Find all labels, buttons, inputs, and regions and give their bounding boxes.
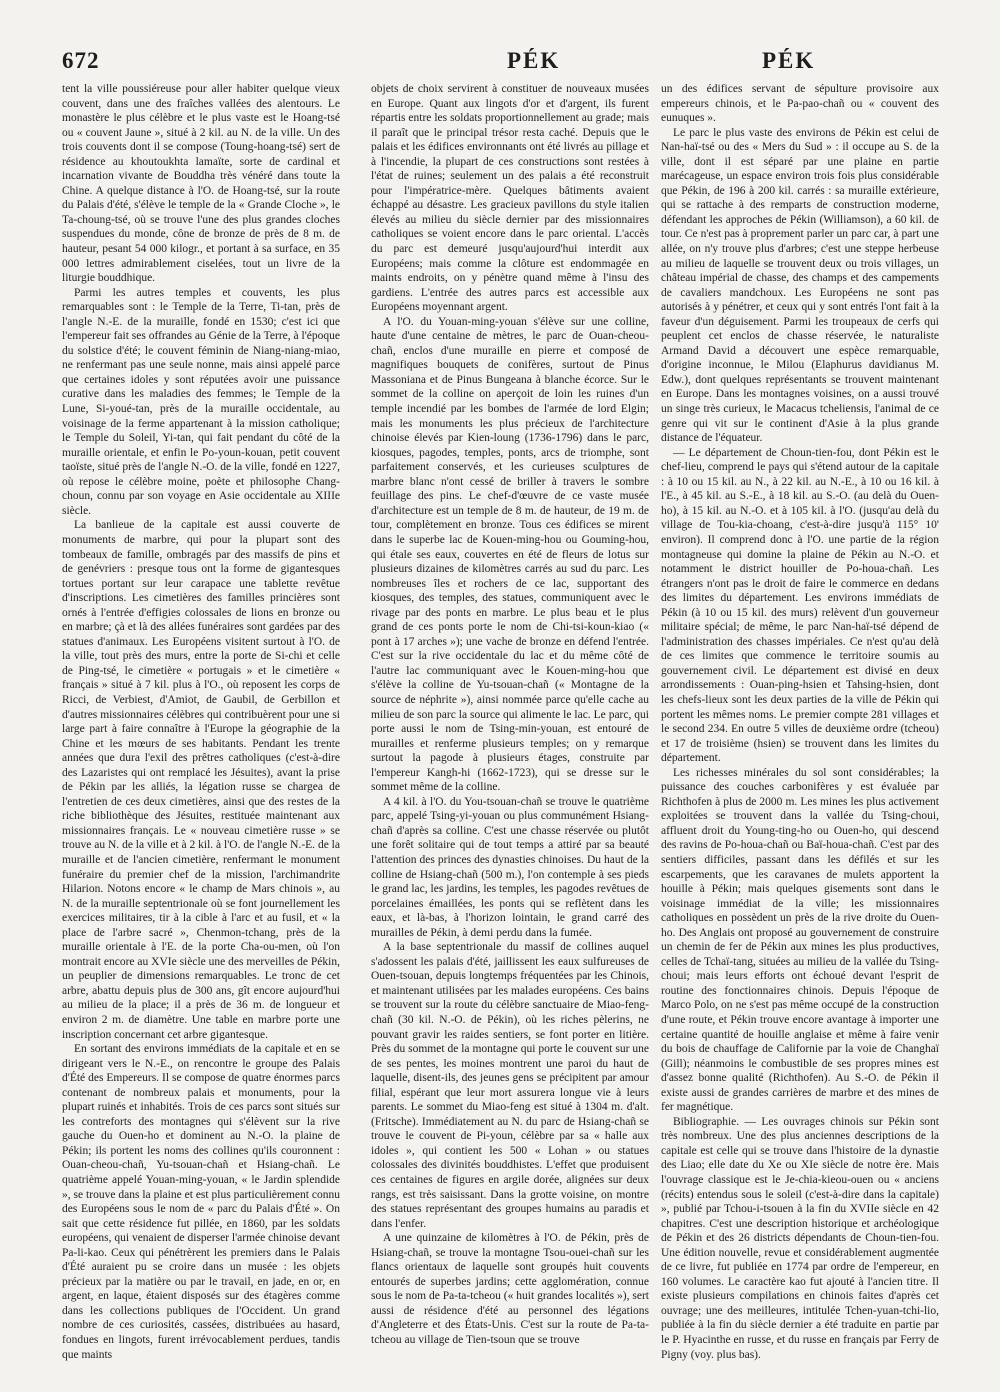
paragraph: un des édifices servant de sépulture provisoire aux empereurs chinois, et le Pa-pao-chañ ou « couvent des eunuques ».: [661, 83, 939, 125]
paragraph: La banlieue de la capitale est aussi couverte de monuments de marbre, qui pour la plupart sont des tombeaux de famille, ombragés par des massifs de pins et de genévriers : presque tous ont la forme de gigantesques tortues portant sur leur carapace une tablette revêtue d'inscriptions. Les cimetières des familles princières sont ornés à l'entrée d'effigies colossales de lions en bronze ou en marbre; çà et là des allées funéraires sont gardées par des statues d'animaux. Les Européens visitent surtout à l'O. de la ville, tout près des murs, entre la porte de Si-chi et celle de Ping-tsé, le cimetière « portugais » et le cimetière « français » situé à 7 kil. plus à l'O., où reposent les corps de Ricci, de Verbiest, d'Amiot, de Gaubil, de Gerbillon et d'autres missionnaires célèbres qui contribuèrent pour une si large part à faire connaître à l'Europe la géographie de la Chine et les mœurs de ses habitants. Pendant les trente années que dura l'exil des prêtres catholiques (c'est-à-dire des Lazaristes qui ont remplacé les Jésuites), avant la prise de Pékin par les alliés, la légation russe se chargea de l'entretien de ces deux cimetières, ainsi que des restes de la riche bibliothèque des Jésuites, restituée maintenant aux missionnaires français. Le « nouveau cimetière russe » se trouve au N. de la ville et à 2 kil. à l'O. de l'angle N.-E. de la muraille et de l'ancien cimetière, renfermant le monument funéraire du premier chef de la mission, l'archimandrite Hilarion. Notons encore « le champ de Mars chinois », au N. de la muraille septentrionale où se font journellement les exercices militaires, tir à la cible à l'arc et au fusil, et « la place de l'arbre sacré », Chenmon-tchang, près de la muraille orientale à l'E. de la porte Cha-ou-men, où l'on montrait encore au XVIe siècle une des merveilles de Pékin, un peuplier de dimensions remarquables. Le tronc de cet arbre, abattu depuis plus de 300 ans, gît encore aujourd'hui au milieu de la place; il a près de 36 m. de longueur et environ 2 m. de diamètre. Une table en marbre porte une inscription concernant cet arbre gigantesque.: [62, 519, 340, 1041]
paragraph: A la base septentrionale du massif de collines auquel s'adossent les palais d'été, jaillissent les eaux sulfureuses de Ouen-tsouan, depuis longtemps fréquentées par les Chinois, et maintenant utilisées par les malades européens. Ces bains se trouvent sur la route du célèbre sanctuaire de Miao-feng-chañ (30 kil. N.-O. de Pékin), où les riches pèlerins, ne pouvant gravir les raides sentiers, se font porter en litière. Près du sommet de la montagne qui porte le couvent sur une de ses pentes, les moines montrent une paroi du haut de laquelle, disent-ils, des jeunes gens se précipitent par amour filial, espérant que leur mort assurera longue vie à leurs parents. Le sommet du Miao-feng est situé à 1304 m. d'alt. (Fritsche). Immédiatement au N. du parc de Hsiang-chañ se trouve le couvent de Pi-youn, célèbre par sa « halle aux idoles », qui contient les 500 « Lohan » ou statues colossales des divinités bouddhistes. L'effet que produisent ces centaines de figures en argile dorée, alignées sur deux rangs, est très saisissant. Dans la grotte voisine, on montre des statues représentant des groupes humains au paradis et dans l'enfer.: [371, 941, 649, 1230]
paragraph: Les richesses minérales du sol sont considérables; la puissance des couches carbonifères y est évaluée par Richthofen à plus de 2000 m. Les mines les plus activement exploitées se trouvent dans la vallée du Tsing-choui, affluent droit du Young-ting-ho ou Ouen-ho, qui descend des ravins de Po-houa-chañ ou Baï-houa-chañ. C'est par des sentiers difficiles, passant dans les défilés et sur les escarpements, que les caravanes de mulets apportent la houille à Pékin; mais quelques gisements sont dans le voisinage immédiat de la ville; les missionnaires catholiques en possèdent un près de la rive droite du Ouen-ho. Des Anglais ont proposé au gouvernement de construire un chemin de fer de Pékin aux mines les plus productives, celles de Tchaï-tang, situées au milieu de la vallée du Tsing-choui; mais leurs efforts ont échoué devant l'esprit de routine des fonctionnaires chinois. Depuis l'époque de Marco Polo, on ne s'est pas même occupé de la construction d'une route, et Pékin trouve encore avantage à importer une certaine quantité de houille anglaise et même à faire venir du bois de chauffage de Californie par la voie de Changhaï (Gill); néanmoins le combustible de ses propres mines est d'assez bonne qualité (Richthofen). Au S.-O. de Pékin il existe aussi de grandes carrières de marbre et des mines de fer magnétique.: [661, 766, 939, 1114]
paragraph: — Le département de Choun-tien-fou, dont Pékin est le chef-lieu, comprend le pays qui s'étend autour de la capitale : à 10 ou 15 kil. au N., à 22 kil. au N.-E., à 10 ou 16 kil. à l'E., à 45 kil. au S.-E., à 18 kil. au S.-O. (au delà du Ouen-ho), à 15 kil. au N.-O. et à 105 kil. à l'O. (jusqu'au delà du village de Tou-kia-choang, c'est-à-dire jusqu'à 115° 10' environ). Il comprend donc à l'O. une partie de la région montagneuse qui domine la plaine de Pékin au N.-O. et notamment le district houiller de Po-houa-chañ. Les étrangers n'ont pas le droit de faire le commerce en dedans des limites du département. Les environs immédiats de Pékin (à 10 ou 15 kil. des murs) relèvent d'un gouverneur militaire spécial; de même, le parc Nan-haï-tsé dépend de l'administration des chasses impériales. Ce n'est qu'au delà de ces limites que commence le territoire soumis au gouvernement civil. Le département est divisé en deux arrondissements : Ouan-ping-hsien et Tahsing-hsien, dont les chefs-lieux sont les deux parties de la ville de Pékin qui portent les mêmes noms. Le premier compte 281 villages et le second 234. En outre 5 villes de deuxième ordre (tcheou) et 17 de troisième (hsien) se trouvent dans les limites du département.: [661, 446, 939, 765]
paragraph: Le parc le plus vaste des environs de Pékin est celui de Nan-haï-tsé ou des « Mers du Sud » : il occupe au S. de la ville, dont il est séparé par une plaine en partie marécageuse, un espace environ trois fois plus considérable que Pékin, de 196 à 200 kil. carrés : sa muraille extérieure, qui se rattache à des remparts de construction moderne, défendant les approches de Pékin (Williamson), a 60 kil. de tour. Ce n'est pas à proprement parler un parc car, à part une allée, on n'y trouve plus d'arbres; c'est une steppe herbeuse au milieu de laquelle se trouvent deux ou trois villages, un château impérial de chasse, des champs et des campements de cavaliers mandchoux. Les Européens ne sont pas autorisés à y pénétrer, et ceux qui y sont entrés l'ont fait à la faveur d'un déguisement. Parmi les troupeaux de cerfs qui peuplent cet enclos de chasse réservée, le naturaliste Armand David a découvert une espèce remarquable, d'origine inconnue, le Milou (Elaphurus davidianus M. Edw.), dont quelques représentants se trouvent maintenant en Europe. Dans les montagnes voisines, on a aussi trouvé un singe très curieux, le Macacus tcheliensis, l'animal de ce genre qui vit sur le continent d'Asie à la plus grande distance de l'équateur.: [661, 126, 939, 445]
page-number: 672: [62, 48, 100, 73]
running-headword-center: PÉK: [507, 48, 561, 73]
paragraph: Bibliographie. — Les ouvrages chinois sur Pékin sont très nombreux. Une des plus anciennes descriptions de la capitale est celle qui se trouve dans l'histoire de la dynastie des Liao; elle date du Xe ou XIe siècle de notre ère. Mais l'ouvrage classique est le Je-chia-kieou-ouen ou « anciens (récits) entendus sous le soleil (c'est-à-dire dans la capitale) », publié par Tchou-i-tsouen à la fin du XVIIe siècle en 42 chapitres. C'est une description historique et archéologique de Pékin et des 26 districts dépendants de Choun-tien-fou. Une édition nouvelle, revue et considérablement augmentée de ce livre, fut publiée en 1774 par ordre de l'empereur, en 160 volumes. Le caractère kao fut ajouté à l'ancien titre. Il existe plusieurs compilations en chinois faites d'après cet ouvrage; une des meilleures, intitulée Tchen-yuan-tchi-lio, publiée à la fin du siècle dernier a été traduite en partie par le P. Hyacinthe en russe, et du russe en français par Ferry de Pigny (voy. plus bas).: [661, 1115, 939, 1361]
text-column-left: [62, 82, 340, 1362]
paragraph: Parmi les autres temples et couvents, les plus remarquables sont : le Temple de la Terre, Ti-tan, près de l'angle N.-E. de la muraille, fondé en 1530; c'est ici que l'empereur fait ses offrandes au Génie de la Terre, à l'époque du solstice d'été; le couvent féminin de Niang-niang-miao, ne renfermant pas une seule nonne, mais ainsi appelé parce que certaines idoles y sont réputées avoir une puissance curative dans les maladies des femmes; le Temple de la Lune, Si-youé-tan, près de la muraille occidentale, au voisinage de la ferme appartenant à la mission catholique; le Temple du Soleil, Yi-tan, qui fait pendant du côté de la muraille orientale, et enfin le Po-youn-kouan, petit couvent taoïste, situé près de l'angle N.-O. de la ville, fondé en 1227, où repose le célèbre moine, poète et philosophe Chang-choun, connu par son voyage en Asie occidentale au XIIIe siècle.: [62, 286, 340, 517]
paragraph: En sortant des environs immédiats de la capitale et en se dirigeant vers le N.-E., on rencontre le groupe des Palais d'Été des Empereurs. Il se compose de quatre énormes parcs contenant de nombreux palais et monuments, pour la plupart ruinés et inhabités. Trois de ces parcs sont situés sur les contreforts des montagnes qui s'élèvent sur la rive gauche du Ouen-ho et dominent au N.-O. la plaine de Pékin; ils portent les noms des collines qu'ils couronnent : Ouan-cheou-chañ, Yu-tsouan-chañ et Hsiang-chañ. Le quatrième appelé Youan-ming-youan, « le Jardin splendide », se trouve dans la plaine et est plus particulièrement connu des Européens sous le nom de « parc du Palais d'Été ». On sait que cette résidence fut pillée, en 1860, par les soldats européens, qui venaient de disperser l'armée chinoise devant Pa-li-kao. Ceux qui pénétrèrent les premiers dans le Palais d'Été auraient pu se croire dans un musée : les objets précieux par la matière ou par le travail, en jade, en or, en argent, en laque, étaient disposés sur des étagères comme dans les collections publiques de l'Occident. Un grand nombre de ces curiosités, cassées, distribuées au hasard, fondues en lingots, furent irrévocablement perdues, tandis que maints: [62, 1043, 340, 1361]
paragraph: objets de choix servirent à constituer de nouveaux musées en Europe. Quant aux lingots d'or et d'argent, ils furent répartis entre les soldats proportionnellement au grade; mais il paraît que le principal trésor resta caché. Depuis que le palais et les édifices environnants ont été livrés au pillage et à l'incendie, la plupart de ces constructions sont restées à l'état de ruines; seulement un des palais a été reconstruit pour l'impératrice-mère. Quelques bâtiments avaient échappé au désastre. Les gracieux pavillons du style italien élevés au milieu du siècle dernier par des missionnaires catholiques se voient encore dans le parc oriental. L'accès du parc est demeuré jusqu'aujourd'hui interdit aux Européens; mais comme la clôture est endommagée en maints endroits, on y pénètre quand même à l'insu des gardiens. L'entrée des autres parcs est accessible aux Européens moyennant argent.: [371, 83, 649, 314]
paragraph: A 4 kil. à l'O. du You-tsouan-chañ se trouve le quatrième parc, appelé Tsing-yi-youan ou plus communément Hsiang-chañ d'après sa colline. C'est une chasse réservée ou plutôt une forêt solitaire qui de tout temps a attiré par sa beauté l'attention des princes des dynasties chinoises. Du haut de la colline de Hsiang-chañ (500 m.), l'on contemple à ses pieds le grand lac, les jardins, les temples, les pagodes revêtues de porcelaines émaillées, les ponts qui se reflètent dans les eaux, et là-bas, à l'horizon lointain, le grand carré des murailles de Pékin, à demi perdu dans la fumée.: [371, 795, 649, 939]
paragraph: tent la ville poussiéreuse pour aller habiter quelque vieux couvent, dans une des fraîches vallées des alentours. Le monastère le plus célèbre et le plus vaste est le Hoang-tsé ou « couvent Jaune », situé à 2 kil. au N. de la ville. Un des trois couvents dont il se compose (Toung-hoang-tsé) sert de résidence au khoutoukhta lamaïte, sorte de cardinal et incarnation vivante de Bouddha très vénéré dans toute la Chine. A quelque distance à l'O. de Hoang-tsé, sur la route du Palais d'été, s'élève le temple de la « Grande Cloche », le Ta-choung-tsé, où se trouve l'une des plus grandes cloches suspendues du monde, cône de bronze de près de 8 m. de hauteur, pesant 54 000 kilogr., et portant à sa surface, en 35 000 lettres admirablement ciselées, tout un livre de la liturgie bouddhique.: [62, 83, 340, 285]
running-headword-right: PÉK: [762, 48, 816, 73]
paragraph: A l'O. du Youan-ming-youan s'élève sur une colline, haute d'une centaine de mètres, le parc de Ouan-cheou-chañ, enclos d'une muraille en pierre et composé de magnifiques bouquets de conifères, surtout de Pinus Massoniana et de Pinus Bungeana à blanche écorce. Sur le sommet de la colline on aperçoit de loin les ruines d'un temple incendié par les bombes de l'armée de lord Elgin; mais les monuments les plus précieux de l'architecture chinoise élevés par Kien-loung (1736-1796) dans le parc, kiosques, pagodes, temples, ponts, arcs de triomphe, sont parfaitement conservés, et les curieuses sculptures de marbre blanc n'ont cessé de briller à travers le sombre feuillage des pins. Le chef-d'œuvre de ce vaste musée d'architecture est un temple de 8 m. de hauteur, de 19 m. de tour, complètement en bronze. Tous ces édifices se mirent dans le superbe lac de Kouen-ming-hou ou Gouming-hou, qui étale ses eaux, couvertes en été de fleurs de lotus sur plusieurs dizaines de kilomètres carrés au sud du parc. Les nombreuses îles et rochers de ce lac, supportant des kiosques, des temples, des statues, communiquent avec le rivage par des ponts en marbre. Le plus beau et le plus grand de ces ponts porte le nom de Chi-tsi-koun-kiao (« pont à 17 arches »); une vache de bronze en défend l'entrée. C'est sur la rive occidentale du lac et du même côté de l'autre lac communiquant avec le Kouen-ming-hou que s'élève la colline de Yu-tsouan-chañ (« Montagne de la source de néphrite »), ainsi nommée parce qu'elle cache au milieu de son parc la source qui alimente le lac. Le parc, qui porte aussi le nom de Tsing-min-youan, est entouré de murailles et renferme plusieurs temples; on y remarque surtout la pagode à plusieurs étages, construite par l'empereur Kangh-hi (1662-1723), qui se dresse sur le sommet même de la colline.: [371, 315, 649, 794]
paragraph: A une quinzaine de kilomètres à l'O. de Pékin, près de Hsiang-chañ, se trouve la montagne Tsou-ouei-chañ sur les flancs orientaux de laquelle sont groupés huit couvents entourés de superbes jardins; cette agglomération, connue sous le nom de Pa-ta-tcheou (« huit grandes localités »), sert aussi de résidence d'été au personnel des légations d'Angleterre et des États-Unis. C'est sur la route de Pa-ta-tcheou au village de Tien-tsoun que se trouve: [371, 1232, 649, 1347]
text-column-middle: [371, 82, 649, 1348]
text-column-right: [661, 82, 939, 1362]
running-header: [62, 48, 940, 82]
